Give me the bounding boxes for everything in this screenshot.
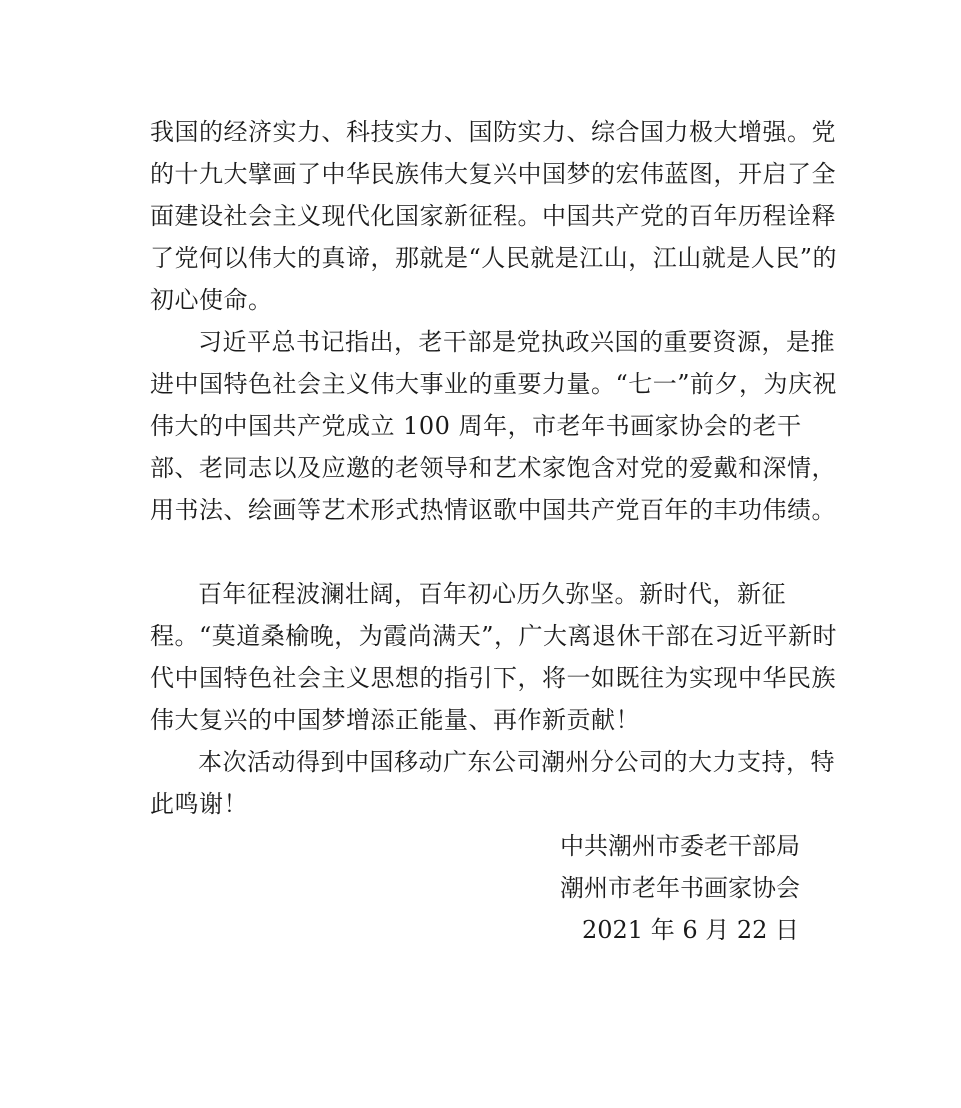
paragraph-3: 百年征程波澜壮阔，百年初心历久弥坚。新时代，新征程。“莫道桑榆晚，为霞尚满天”，广大离退休干部在习近平新时代中国特色社会主义思想的指引下，将一如既往为实现中华民族伟大复兴的中国梦增添正能量、再作新贡献！: [150, 580, 838, 734]
signature-date: 2021 年 6 月 22 日: [582, 916, 800, 944]
signature-organization-2: 潮州市老年书画家协会: [560, 874, 800, 902]
paragraph-1: 我国的经济实力、科技实力、国防实力、综合国力极大增强。党的十九大擘画了中华民族伟大复兴中国梦的宏伟蓝图，开启了全面建设社会主义现代化国家新征程。中国共产党的百年历程诠释了党何以伟大的真谛，那就是“人民就是江山，江山就是人民”的初心使命。: [150, 118, 838, 314]
paragraph-2: 习近平总书记指出，老干部是党执政兴国的重要资源，是推进中国特色社会主义伟大事业的重要力量。“七一”前夕，为庆祝伟大的中国共产党成立 100 周年，市老年书画家协会的老干部、老同志以及应邀的老领导和艺术家饱含对党的爱戴和深情，用书法、绘画等艺术形式热情讴歌中国共产党百年的丰功伟绩。: [150, 328, 838, 524]
paragraph-4: 本次活动得到中国移动广东公司潮州分公司的大力支持，特此鸣谢！: [150, 748, 835, 818]
signature-organization-1: 中共潮州市委老干部局: [560, 832, 800, 860]
